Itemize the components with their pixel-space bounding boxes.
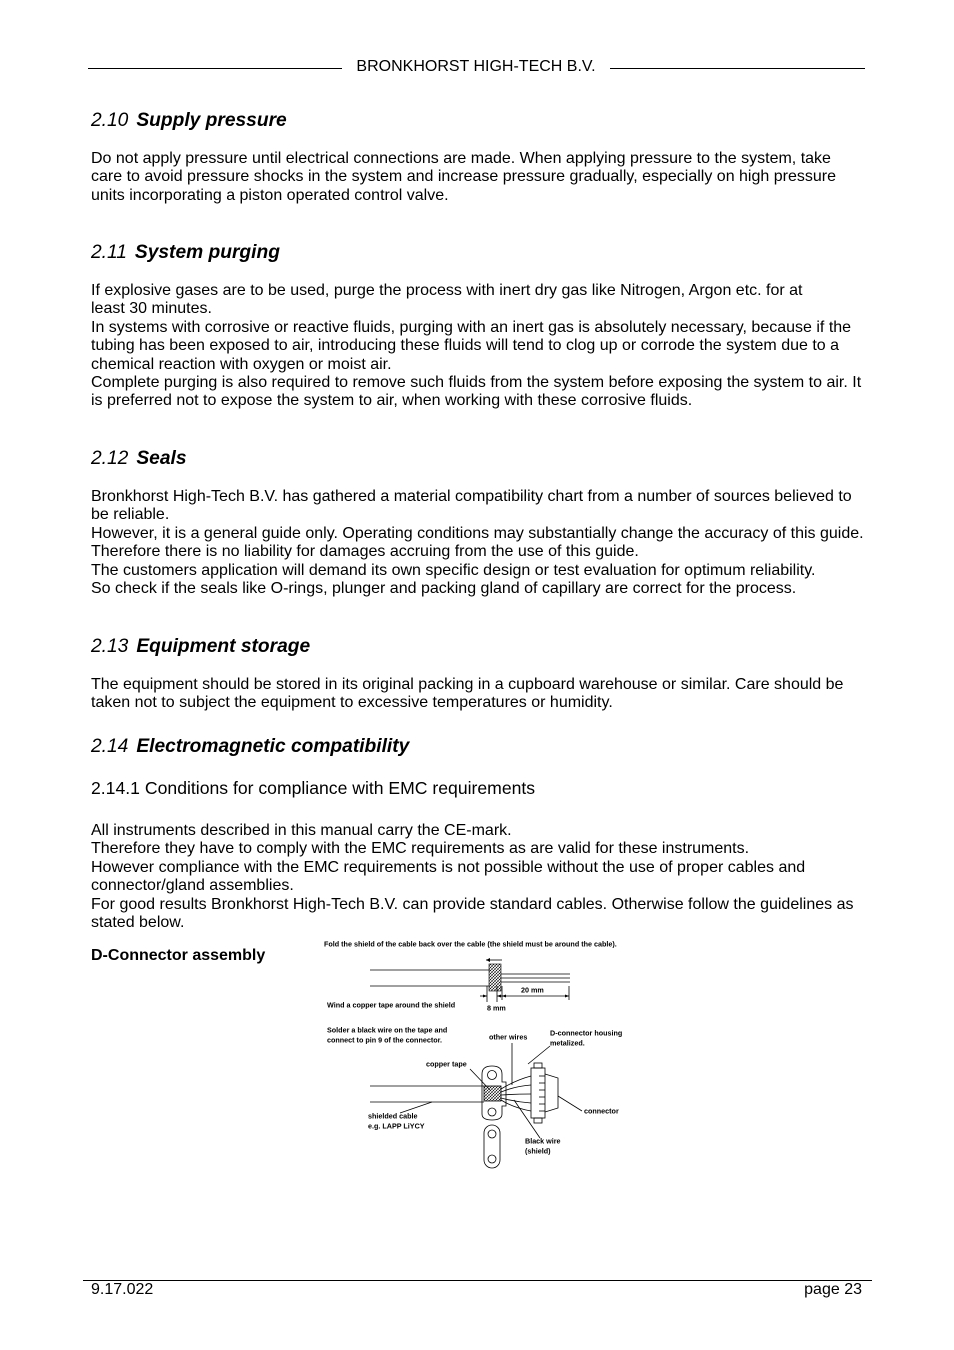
section-number: 2.14	[91, 736, 129, 757]
label-solder-line-1: Solder a black wire on the tape and	[327, 1025, 448, 1035]
paragraph-line: is preferred not to expose the system to air, when working with these corrosive fluids.	[91, 392, 693, 410]
figure-caption: D-Connector assembly	[91, 947, 266, 964]
label-housing-line-1: D-connector housing	[550, 1028, 623, 1038]
connector-ear-top	[534, 1063, 542, 1068]
clamp-part-separate	[484, 1125, 500, 1168]
section-paragraph-2-11	[91, 282, 861, 411]
paragraph-line: So check if the seals like O-rings, plunger and packing gland of capillary are correct for the process.	[91, 579, 797, 597]
shielded-cable	[370, 1086, 484, 1102]
section-number: 2.10	[91, 110, 129, 131]
section-number: 2.11	[91, 242, 127, 263]
subsection-number: 2.14.1	[91, 778, 140, 798]
paragraph-line: connector/gland assemblies.	[91, 877, 294, 895]
section-title: System purging	[134, 242, 280, 263]
label-black-wire-line-1: Black wire	[525, 1136, 561, 1146]
clamp-part-hole-top	[488, 1130, 496, 1138]
label-solder-line-2: connect to pin 9 of the connector.	[327, 1035, 443, 1045]
leader-black-wire	[514, 1100, 540, 1138]
paragraph-line: All instruments described in this manual carry the CE-mark.	[91, 822, 512, 839]
label-connector: connector	[584, 1106, 619, 1116]
connector-pins	[539, 1076, 545, 1111]
section-heading-2-10	[91, 110, 287, 132]
label-copper-tape: copper tape	[426, 1059, 467, 1069]
header-rule-right	[610, 68, 865, 69]
section-title: Supply pressure	[136, 110, 287, 131]
paragraph-line: The customers application will demand its own specific design or test evaluation for optimum reliability.	[91, 561, 816, 579]
paragraph-line: Do not apply pressure until electrical connections are made. When applying pressure to the system, take	[91, 150, 831, 167]
section-paragraph-2-10	[91, 150, 836, 205]
label-cable-line-2: e.g. LAPP LiYCY	[368, 1121, 425, 1131]
label-other-wires: other wires	[489, 1032, 528, 1042]
top-wires	[501, 974, 570, 982]
paragraph-line: For good results Bronkhorst High-Tech B.V. can provide standard cables. Otherwise follow the guidelines as	[91, 895, 854, 913]
footer-doc-number: 9.17.022	[91, 1281, 154, 1298]
paragraph-line: However compliance with the EMC requirements is not possible without the use of proper cables and	[91, 858, 806, 876]
paragraph-line: be reliable.	[91, 506, 170, 524]
section-number: 2.13	[91, 636, 129, 657]
subsection-title: Conditions for compliance with EMC requirements	[144, 778, 536, 798]
paragraph-line: If explosive gases are to be used, purge the process with inert dry gas like Nitrogen, Argon etc. for at	[91, 282, 803, 299]
section-title: Electromagnetic compatibility	[136, 736, 410, 757]
header-company: BRONKHORST HIGH-TECH B.V.	[356, 58, 596, 75]
label-20mm: 20 mm	[521, 985, 544, 995]
clamp-screw-hole-bottom	[488, 1108, 496, 1116]
paragraph-line: The equipment should be stored in its original packing in a cupboard warehouse or similar. Care should be	[91, 676, 844, 693]
section-heading-2-12	[91, 448, 187, 470]
clamp-part-hole-bottom	[488, 1155, 496, 1163]
label-8mm: 8 mm	[487, 1003, 506, 1013]
paragraph-line: stated below.	[91, 913, 185, 931]
paragraph-line: care to avoid pressure shocks in the system and increase pressure gradually, especially on high pressure	[91, 168, 836, 186]
label-cable-line-1: shielded cable	[368, 1111, 418, 1121]
label-wind-copper-tape: Wind a copper tape around the shield	[327, 1000, 456, 1010]
label-housing-line-2: metalized.	[550, 1038, 585, 1048]
section-number: 2.12	[91, 448, 129, 469]
folded-shield-braid	[489, 964, 501, 991]
d-connector-shell	[545, 1074, 558, 1112]
paragraph-line: In systems with corrosive or reactive fluids, purging with an inert gas is absolutely necessary, because if the	[91, 318, 852, 336]
footer-page-number: page 23	[804, 1281, 862, 1298]
subsection-heading-2-14-1	[91, 777, 535, 799]
section-heading-2-13	[91, 636, 310, 658]
section-paragraph-2-12	[91, 488, 864, 598]
section-paragraph-2-13	[91, 676, 843, 713]
section-title: Seals	[136, 448, 187, 469]
paragraph-line: chemical reaction with oxygen or moist air.	[91, 355, 392, 373]
d-connector-assembly-diagram	[300, 930, 680, 1180]
label-fold-shield: Fold the shield of the cable back over the cable (the shield must be around the cable).	[324, 939, 617, 949]
section-title: Equipment storage	[136, 636, 311, 657]
paragraph-line: Therefore there is no liability for damages accruing from the use of this guide.	[91, 543, 639, 561]
copper-tape-wrap	[484, 1086, 501, 1101]
section-heading-2-14	[91, 736, 409, 758]
paragraph-line: Bronkhorst High-Tech B.V. has gathered a material compatibility chart from a number of sources believed to	[91, 488, 852, 505]
leader-copper-tape	[470, 1069, 490, 1090]
header-rule-left	[88, 68, 342, 69]
footer-rule	[83, 1280, 872, 1281]
fold-arrow-icon	[486, 958, 502, 962]
paragraph-line: Complete purging is also required to remove such fluids from the system before exposing the system to air. It	[91, 373, 862, 391]
label-black-wire-line-2: (shield)	[525, 1146, 551, 1156]
paragraph-line: However, it is a general guide only. Operating conditions may substantially change the accuracy of this guide.	[91, 524, 864, 542]
paragraph-line: units incorporating a piston operated control valve.	[91, 186, 449, 204]
subsection-paragraph-2-14-1	[91, 822, 853, 932]
top-cable	[370, 970, 490, 986]
leader-connector	[558, 1096, 582, 1111]
paragraph-line: taken not to subject the equipment to excessive temperatures or humidity.	[91, 694, 613, 712]
paragraph-line: Therefore they have to comply with the EMC requirements as are valid for these instruments.	[91, 840, 750, 858]
paragraph-line: tubing has been exposed to air, introducing these fluids will tend to clog up or corrode the system due to a	[91, 337, 840, 355]
connector-ear-bottom	[534, 1118, 542, 1123]
clamp-screw-hole-top	[488, 1071, 497, 1080]
leader-housing	[528, 1046, 550, 1064]
paragraph-line: least 30 minutes.	[91, 300, 212, 318]
d-connector-body	[531, 1068, 545, 1118]
section-heading-2-11	[91, 242, 280, 264]
